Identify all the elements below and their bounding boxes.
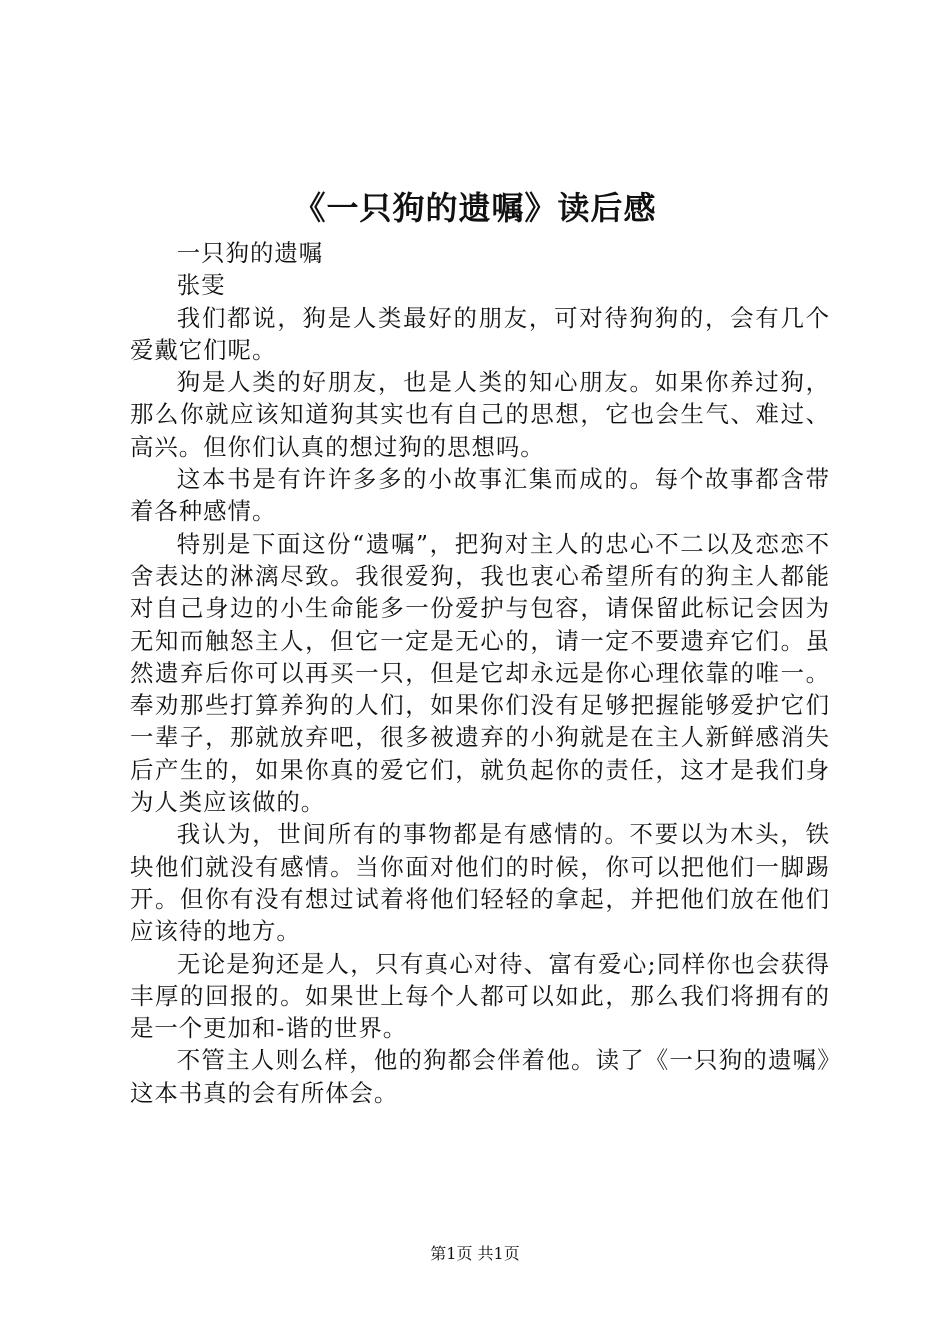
- paragraph-1: 我们都说，狗是人类最好的朋友，可对待狗狗的，会有几个爱戴它们呢。: [130, 303, 830, 364]
- paragraph-7: 不管主人则么样，他的狗都会伴着他。读了《一只狗的遗嘱》这本书真的会有所体会。: [130, 1046, 830, 1107]
- paragraph-4: 特别是下面这份“遗嘱”，把狗对主人的忠心不二以及恋恋不舍表达的淋漓尽致。我很爱狗，我也衷心希望所有的狗主人都能对自己身边的小生命能多一份爱护与包容，请保留此标记会因为无知而触怒主人，但它一定是无心的，请一定不要遗弃它们。虽然遗弃后你可以再买一只，但是它却永远是你心理依靠的唯一。奉劝那些打算养狗的人们，如果你们没有足够把握能够爱护它们一辈子，那就放弃吧，很多被遗弃的小狗就是在主人新鲜感消失后产生的，如果你真的爱它们，就负起你的责任，这才是我们身为人类应该做的。: [130, 529, 830, 817]
- paragraph-2: 狗是人类的好朋友，也是人类的知心朋友。如果你养过狗，那么你就应该知道狗其实也有自己的思想，它也会生气、难过、高兴。但你们认真的想过狗的思想吗。: [130, 368, 830, 461]
- document-body: [130, 237, 830, 1109]
- paragraph-6: 无论是狗还是人，只有真心对待、富有爱心;同样你也会获得丰厚的回报的。如果世上每个人都可以如此，那么我们将拥有的是一个更加和-谐的世界。: [130, 949, 830, 1043]
- paragraph-author: 张雯: [176, 271, 226, 300]
- paragraph-3: 这本书是有许许多多的小故事汇集而成的。每个故事都含带着各种感情。: [130, 465, 830, 526]
- paragraph-article-title: 一只狗的遗嘱: [176, 239, 324, 267]
- page-footer: 第1页 共1页: [430, 1244, 520, 1263]
- paragraph-5: 我认为，世间所有的事物都是有感情的。不要以为木头，铁块他们就没有感情。当你面对他们的时候，你可以把他们一脚踢开。但你有没有想过试着将他们轻轻的拿起，并把他们放在他们应该待的地方。: [130, 820, 830, 946]
- document-title: 《一只狗的遗嘱》读后感: [293, 189, 657, 227]
